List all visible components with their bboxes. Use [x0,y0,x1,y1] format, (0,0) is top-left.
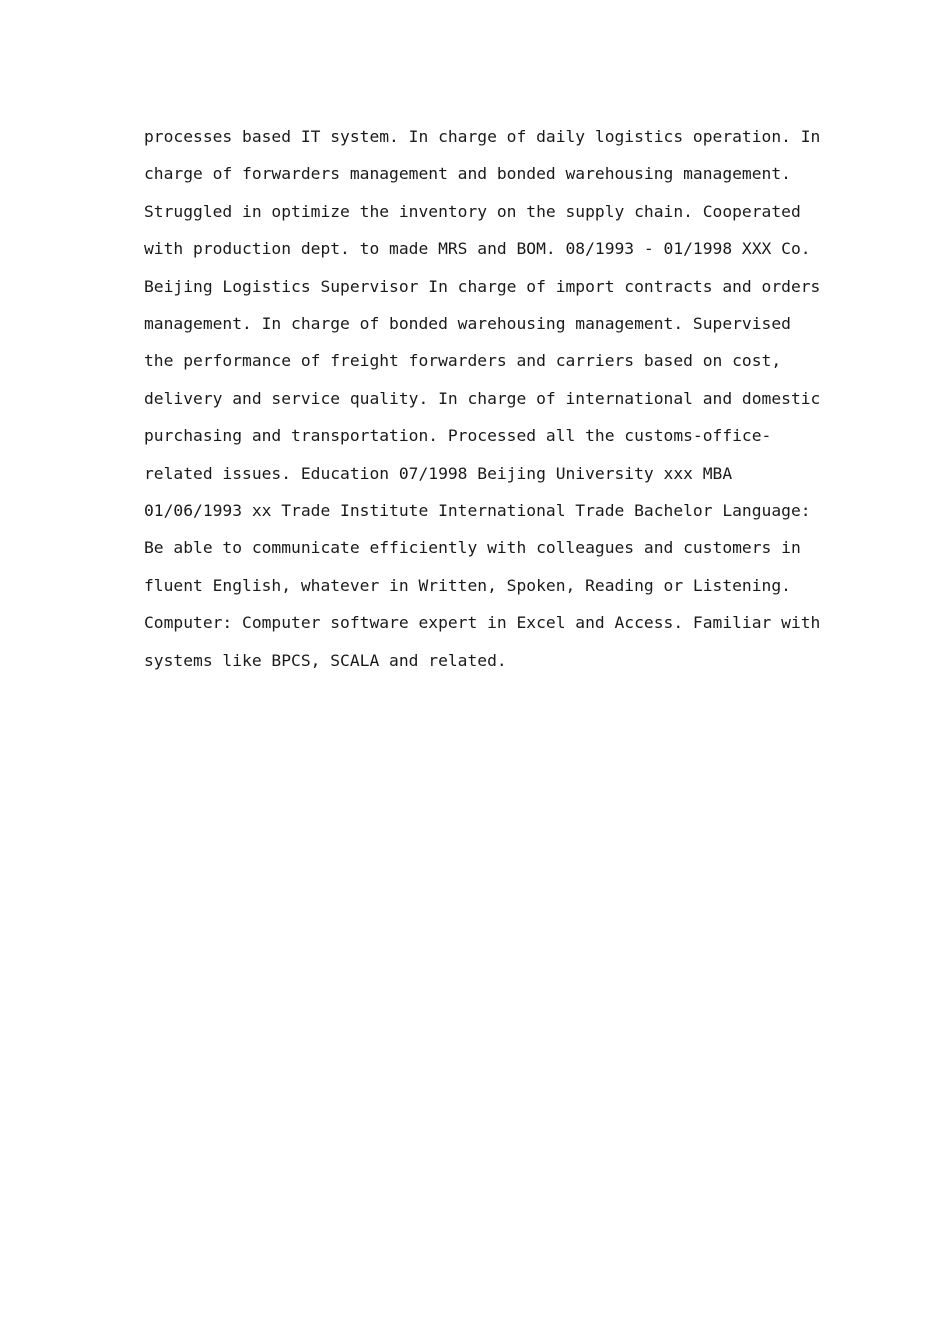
resume-body-text [144,118,824,679]
text-line-5: Beijing Logistics Supervisor In charge of import contracts and orders [144,276,821,296]
text-line-14: Computer: Computer software expert in Excel and Access. Familiar with [144,613,821,633]
text-line-6: management. In charge of bonded warehousing management. Supervised [144,314,791,334]
text-line-8: delivery and service quality. In charge of international and domestic [144,388,821,408]
text-line-7: the performance of freight forwarders and carriers based on cost, [144,351,782,371]
text-line-2: charge of forwarders management and bonded warehousing management. [144,164,791,184]
text-line-1: processes based IT system. In charge of daily logistics operation. In [144,127,821,146]
text-line-3: Struggled in optimize the inventory on the supply chain. Cooperated [144,201,801,221]
text-line-13: fluent English, whatever in Written, Spoken, Reading or Listening. [144,575,791,595]
text-line-10: related issues. Education 07/1998 Beijing University xxx MBA [144,463,733,483]
text-line-15: systems like BPCS, SCALA and related. [144,650,507,670]
text-line-4: with production dept. to made MRS and BOM. 08/1993 - 01/1998 XXX Co. [144,239,811,259]
text-line-9: purchasing and transportation. Processed all the customs-office- [144,426,772,446]
text-line-11: 01/06/1993 xx Trade Institute International Trade Bachelor Language: [144,501,811,521]
text-line-12: Be able to communicate efficiently with colleagues and customers in [144,538,801,558]
